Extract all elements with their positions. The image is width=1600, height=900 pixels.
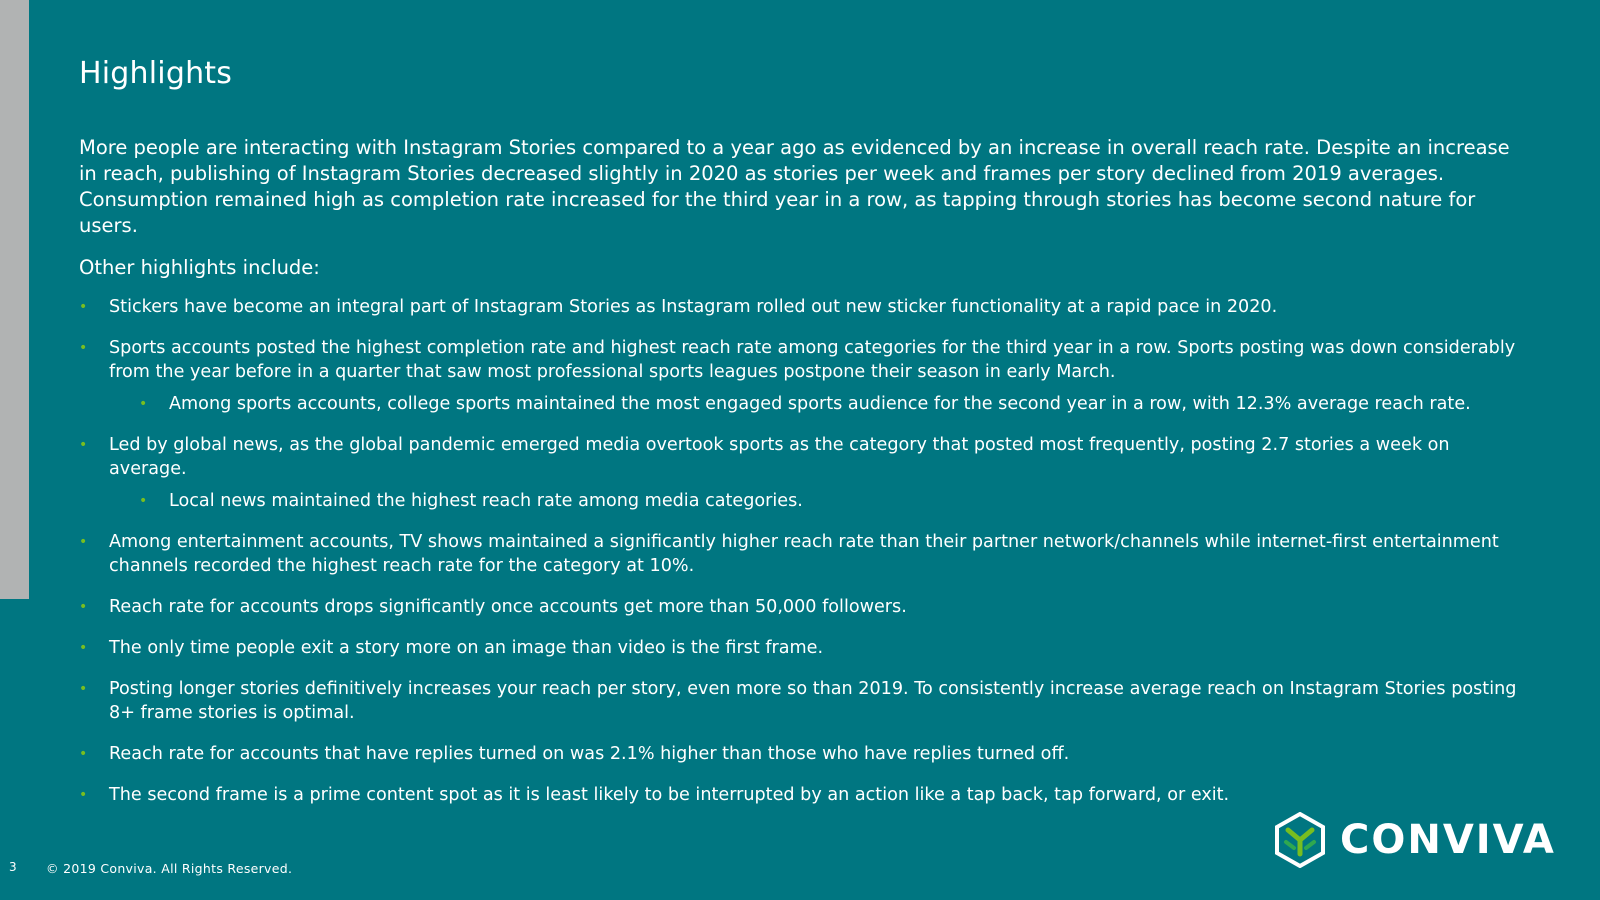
bullet-icon: • (79, 437, 88, 453)
bullet-icon: • (79, 787, 88, 803)
list-item (79, 295, 1519, 319)
logo-wordmark: CONVIVA (1340, 817, 1556, 863)
copyright-notice: © 2019 Conviva. All Rights Reserved. (46, 861, 293, 876)
list-item-text: Reach rate for accounts drops significantly once accounts get more than 50,000 followers. (109, 597, 907, 617)
bullet-icon: • (79, 599, 88, 615)
sub-list (109, 489, 1519, 513)
bullet-icon: • (79, 640, 88, 656)
sub-list (109, 392, 1519, 416)
side-accent-bar (0, 0, 29, 599)
bullet-icon: • (139, 396, 148, 412)
list-item (79, 742, 1519, 766)
slide-title: Highlights (79, 56, 233, 91)
bullet-icon: • (79, 340, 88, 356)
list-item-text: Sports accounts posted the highest completion rate and highest reach rate among categories for the third year in a row. Sports posting was down considerably from the year before in a quarter that saw most professional sports leagues postpone their season in early March. (109, 338, 1516, 382)
list-item (79, 336, 1519, 416)
list-item-text: The only time people exit a story more on an image than video is the first frame. (109, 638, 824, 658)
intro-paragraph: More people are interacting with Instagram Stories compared to a year ago as evidenced by an increase in overall reach rate. Despite an increase in reach, publishing of Instagram Stories decreased slightly in 2020 as stories per week and frames per story declined from 2019 averages. Consumption remained high as completion rate increased for the third year in a row, as tapping through stories has become second nature for users. (79, 136, 1510, 237)
list-item-text: Reach rate for accounts that have replies turned on was 2.1% higher than those who have replies turned off. (109, 744, 1070, 764)
list-item (79, 433, 1519, 513)
list-item (79, 595, 1519, 619)
other-highlights-heading: Other highlights include: (79, 256, 320, 279)
sub-list-item-text: Local news maintained the highest reach rate among media categories. (169, 491, 803, 511)
highlights-list (79, 295, 1519, 807)
list-item-text: The second frame is a prime content spot as it is least likely to be interrupted by an action like a tap back, tap forward, or exit. (109, 785, 1230, 805)
list-item (79, 677, 1519, 725)
list-item-text: Among entertainment accounts, TV shows maintained a significantly higher reach rate than their partner network/channels while internet-first entertainment channels recorded the highest reach rate for the category at 10%. (109, 532, 1499, 576)
bullet-icon: • (139, 493, 148, 509)
list-item-text: Led by global news, as the global pandemic emerged media overtook sports as the category that posted most frequently, posting 2.7 stories a week on average. (109, 435, 1450, 479)
list-item-text: Posting longer stories definitively increases your reach per story, even more so than 2019. To consistently increase average reach on Instagram Stories posting 8+ frame stories is optimal. (109, 679, 1517, 723)
list-item-text: Stickers have become an integral part of Instagram Stories as Instagram rolled out new sticker functionality at a rapid pace in 2020. (109, 297, 1278, 317)
slide-content (79, 135, 1519, 824)
sub-list-item (139, 392, 1519, 416)
bullet-icon: • (79, 681, 88, 697)
list-item (79, 783, 1519, 807)
sub-list-item-text: Among sports accounts, college sports maintained the most engaged sports audience for the second year in a row, with 12.3% average reach rate. (169, 394, 1471, 414)
page-number: 3 (9, 860, 17, 874)
bullet-icon: • (79, 746, 88, 762)
sub-list-item (139, 489, 1519, 513)
list-item (79, 636, 1519, 660)
list-item (79, 530, 1519, 578)
bullet-icon: • (79, 299, 88, 315)
conviva-logo-icon (1272, 812, 1328, 868)
bullet-icon: • (79, 534, 88, 550)
conviva-logo (1272, 812, 1556, 868)
